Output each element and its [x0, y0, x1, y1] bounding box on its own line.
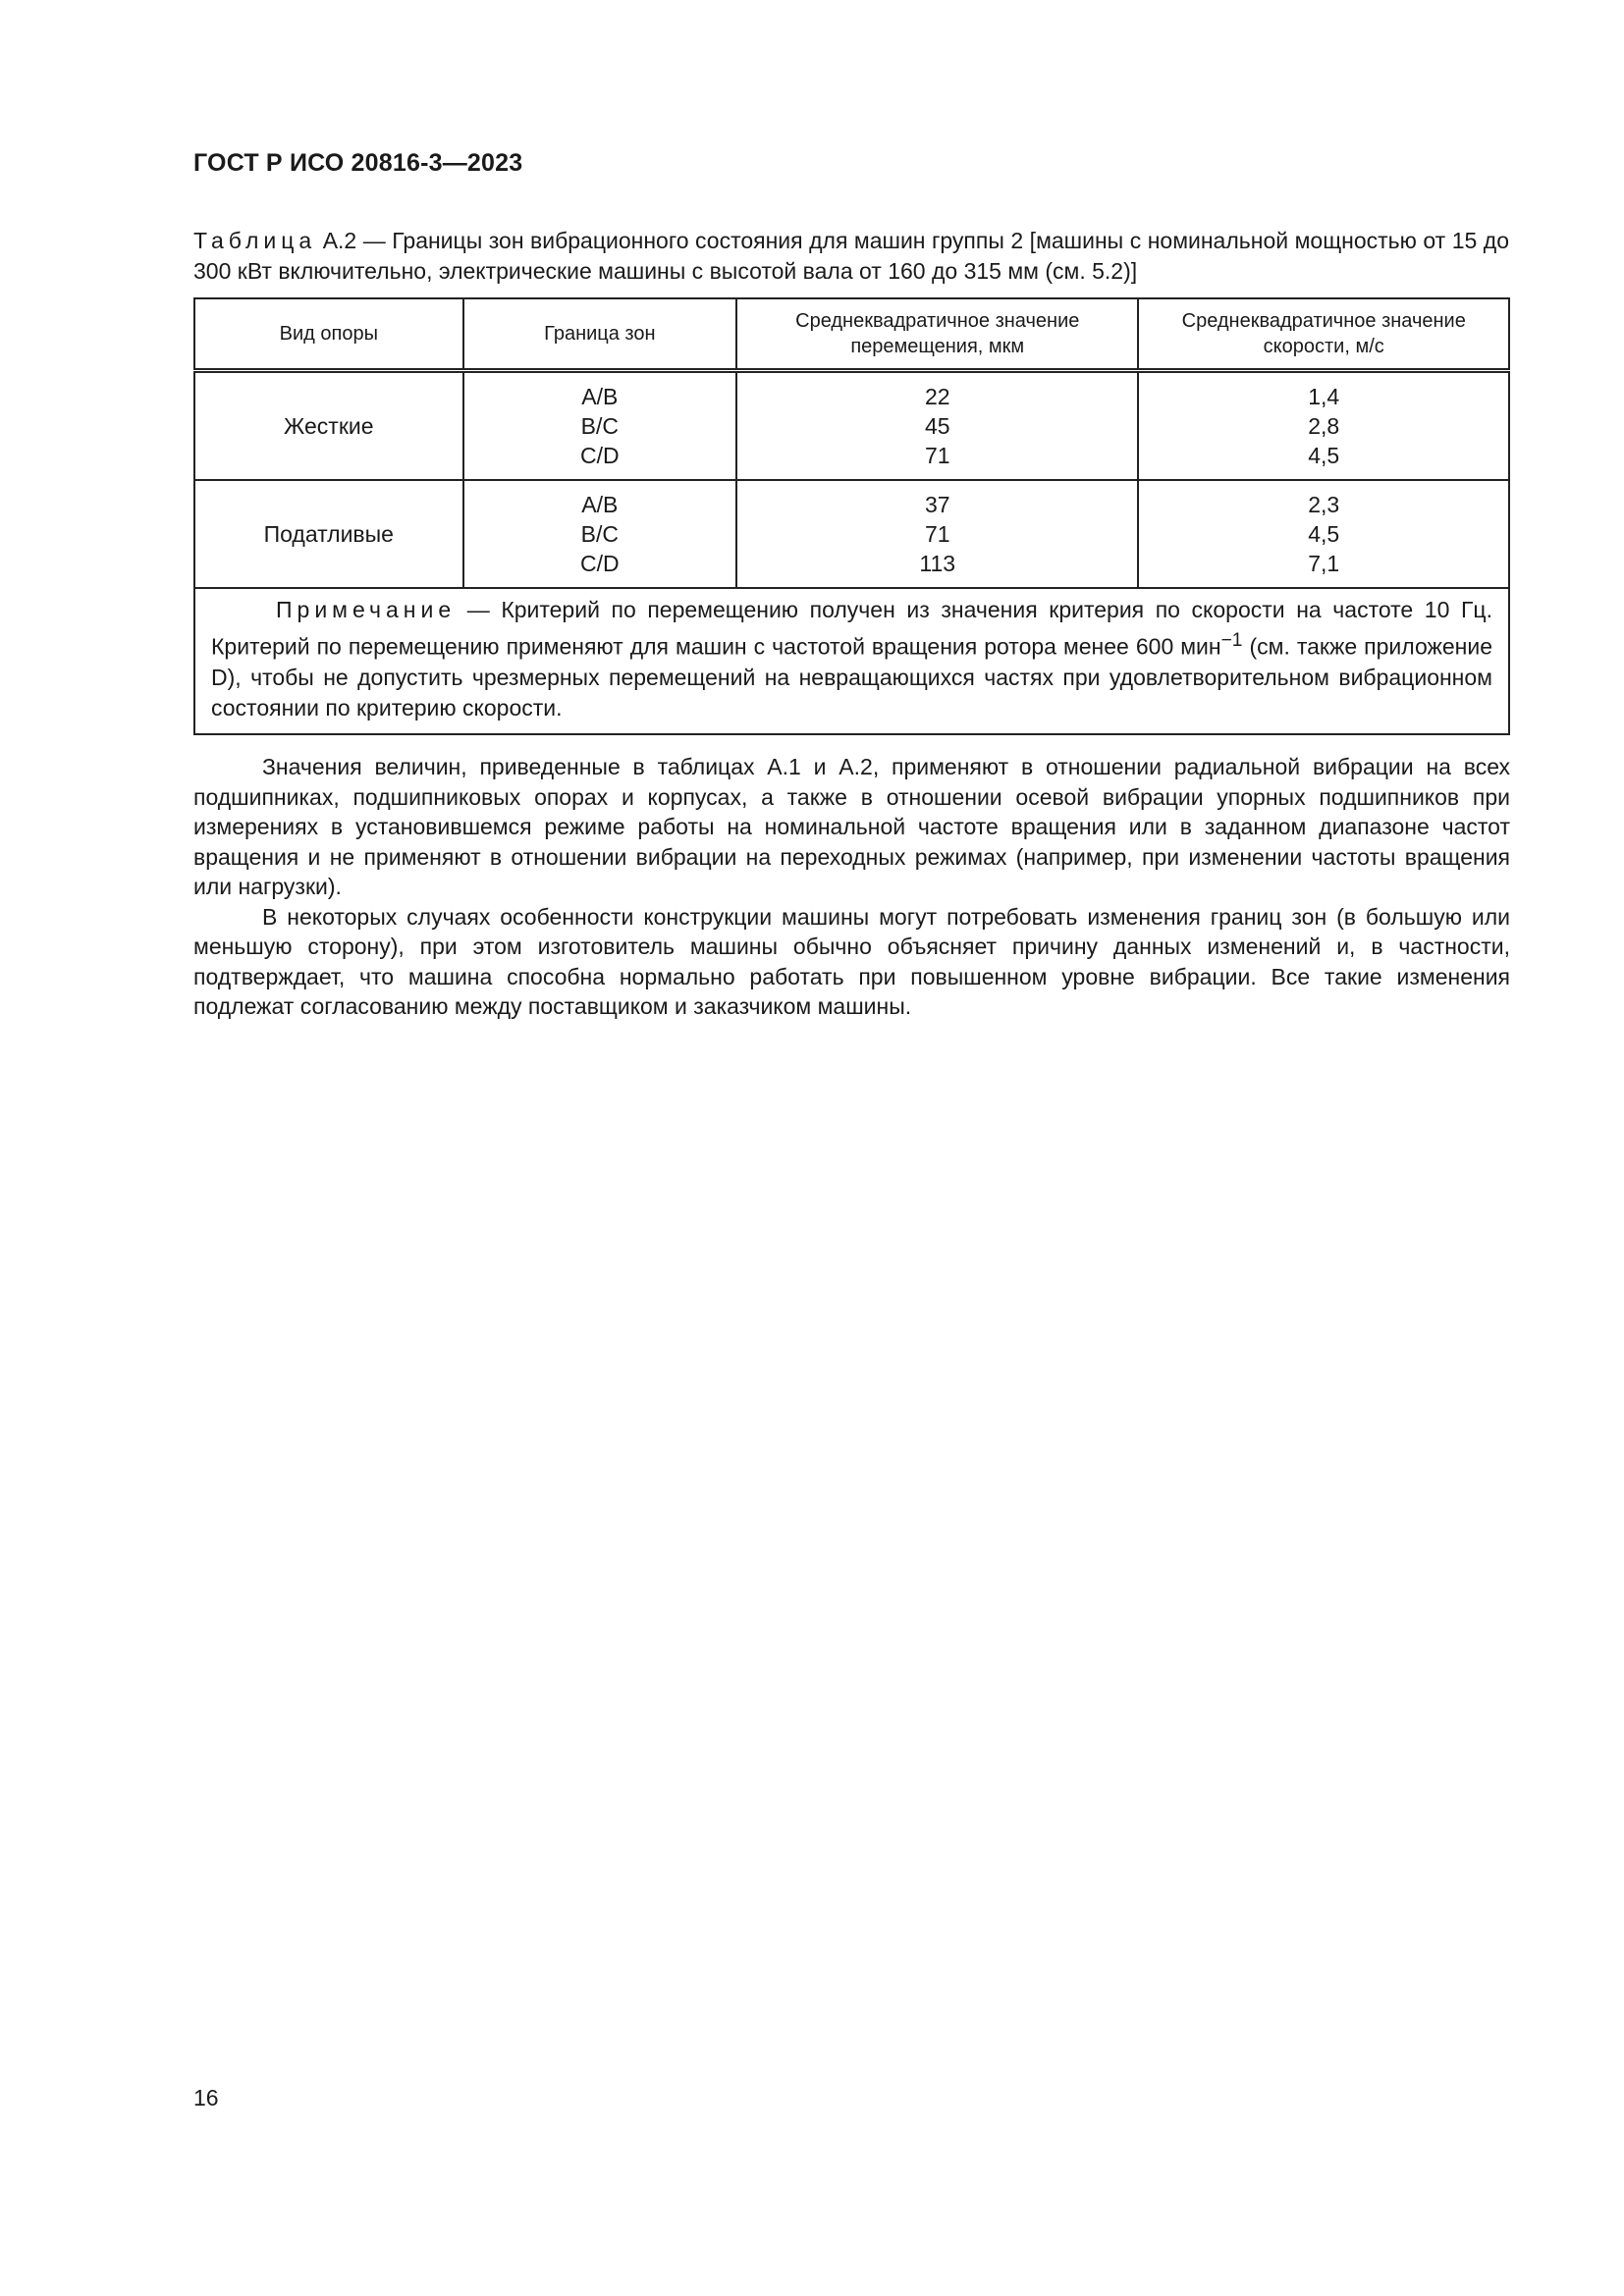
velocity-value: 7,1	[1308, 551, 1340, 576]
table-note	[194, 588, 1509, 734]
zone-boundary-cell	[463, 371, 736, 481]
table-row	[194, 480, 1509, 588]
zone-boundary-cell	[463, 480, 736, 588]
displacement-value: 71	[924, 443, 950, 468]
body-paragraph: В некоторых случаях особенности конструкции машины могут потребовать изменения границ зон (в большую или меньшую сторону), при этом изготовитель машины обычно объясняет причину данных изменений и, в частности, подтверждает, что машина способна нормально работать при повышенном уровне вибрации. Все такие изменения подлежат согласованию между поставщиком и заказчиком машины.	[193, 903, 1510, 1019]
displacement-value: 37	[924, 492, 950, 517]
table-caption-number: А.2	[322, 228, 357, 253]
velocity-cell	[1138, 480, 1509, 588]
page-number: 16	[193, 2085, 219, 2110]
velocity-value: 2,3	[1308, 492, 1340, 517]
table-header-row	[194, 298, 1509, 371]
velocity-value: 2,8	[1308, 413, 1340, 439]
table-caption	[193, 226, 1509, 287]
vibration-zones-table	[193, 297, 1510, 735]
zone-boundary-value: C/D	[580, 551, 620, 576]
table-caption-text: — Границы зон вибрационного состояния для машин группы 2 [машины с номинальной мощностью от 15 до 300 кВт включительно, электрические машины с высотой вала от 160 до 315 мм (см. 5.2)]	[193, 228, 1510, 284]
displacement-value: 113	[919, 551, 956, 576]
zone-boundary-value: B/C	[580, 521, 619, 547]
note-text-continued: (см. также приложение D), чтобы не допустить чрезмерных перемещений на невращающихся частях при удовлетворительном вибрационном состоянии по критерию скорости.	[211, 633, 1492, 721]
column-header-rms-displacement: Среднеквадратичное значение перемещения, мкм	[736, 298, 1138, 371]
velocity-value: 4,5	[1308, 521, 1340, 547]
note-superscript: −1	[1220, 630, 1243, 651]
table-caption-label: Таблица	[193, 228, 317, 253]
displacement-value: 45	[924, 413, 950, 439]
support-type-cell: Жесткие	[194, 371, 463, 481]
zone-boundary-value: C/D	[580, 443, 620, 468]
displacement-cell	[736, 371, 1138, 481]
support-type-cell: Податливые	[194, 480, 463, 588]
column-header-rms-velocity: Среднеквадратичное значение скорости, м/с	[1138, 298, 1509, 371]
column-header-zone-boundary: Граница зон	[463, 298, 736, 371]
zone-boundary-value: B/C	[580, 413, 619, 439]
column-header-support-type: Вид опоры	[194, 298, 463, 371]
table-note-row	[194, 588, 1509, 734]
body-text	[193, 752, 1510, 1022]
note-label: Примечание	[276, 597, 457, 622]
velocity-value: 1,4	[1308, 384, 1340, 409]
zone-boundary-value: A/B	[581, 384, 619, 409]
displacement-value: 22	[924, 384, 950, 409]
page-header-standard-id: ГОСТ Р ИСО 20816-3—2023	[193, 149, 523, 177]
zone-boundary-value: A/B	[581, 492, 619, 517]
velocity-cell	[1138, 371, 1509, 481]
displacement-value: 71	[924, 521, 950, 547]
displacement-cell	[736, 480, 1138, 588]
velocity-value: 4,5	[1308, 443, 1340, 468]
note-text: — Критерий по перемещению получен из значения критерия по скорости на частоте 10 Гц. Критерий по перемещению применяют для машин с частотой вращения ротора менее 600 мин	[211, 597, 1492, 660]
table-row	[194, 371, 1509, 481]
body-paragraph: Значения величин, приведенные в таблицах А.1 и А.2, применяют в отношении радиальной вибрации на всех подшипниках, подшипниковых опорах и корпусах, а также в отношении осевой вибрации упорных подшипников при измерениях в установившемся режиме работы на номинальной частоте вращения или в заданном диапазоне частот вращения и не применяют в отношении вибрации на переходных режимах (например, при изменении частоты вращения или нагрузки).	[193, 754, 1510, 899]
